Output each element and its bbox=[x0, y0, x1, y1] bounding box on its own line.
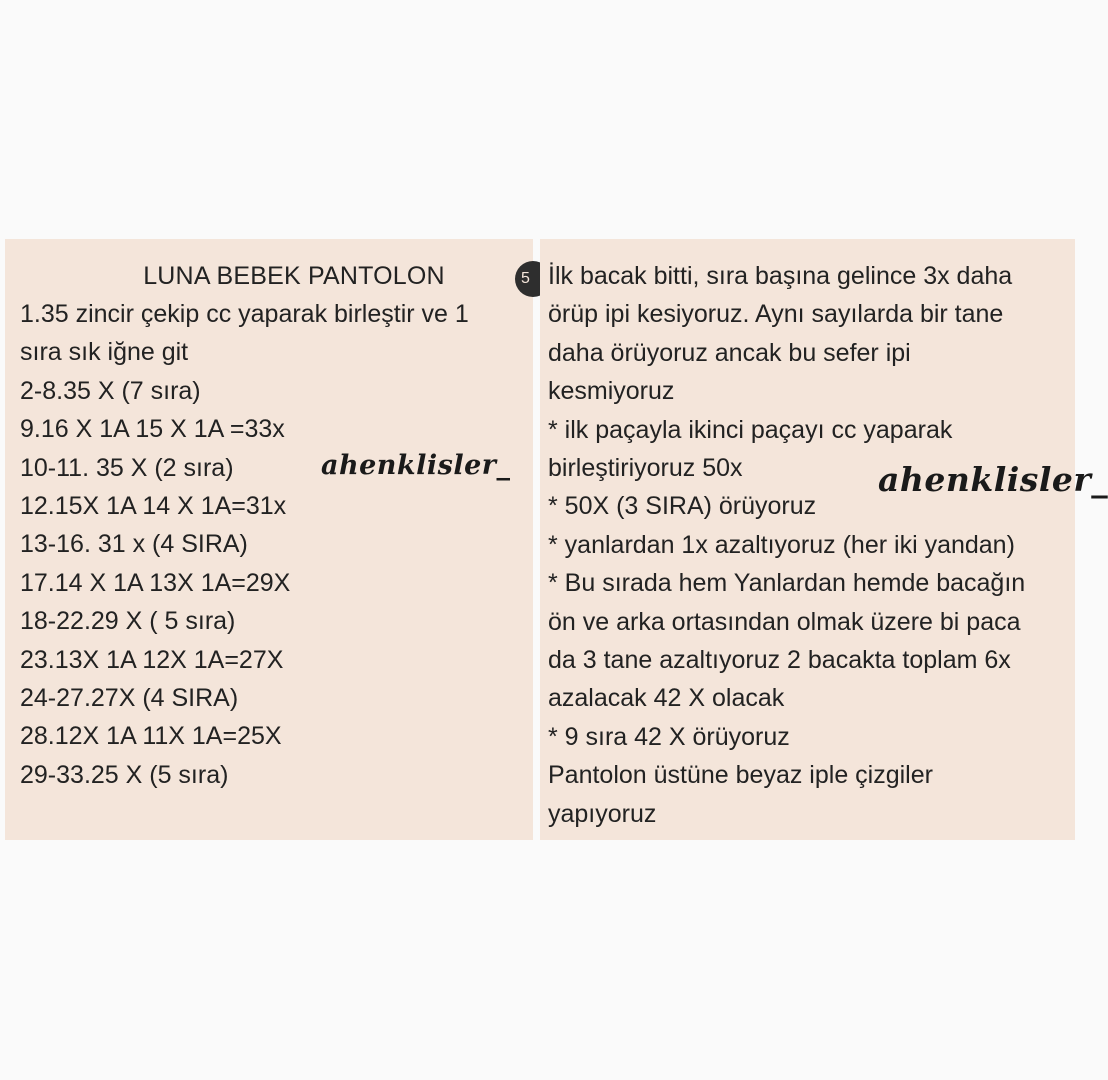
right-pattern-panel bbox=[540, 239, 1108, 840]
pattern-line: birleştiriyoruz 50x bbox=[548, 454, 743, 483]
pattern-line: İlk bacak bitti, sıra başına gelince 3x daha bbox=[548, 262, 1013, 290]
pattern-line: kesmiyoruz bbox=[548, 377, 675, 406]
pattern-line: 12.15X 1A 14 X 1A=31x bbox=[20, 492, 287, 521]
pattern-line: * Bu sırada hem Yanlardan hemde bacağın bbox=[548, 569, 1026, 598]
pattern-line: 23.13X 1A 12X 1A=27X bbox=[20, 645, 284, 674]
pattern-line: da 3 tane azaltıyoruz 2 bacakta toplam 6x bbox=[548, 646, 1011, 675]
pattern-line: 10-11. 35 X (2 sıra) bbox=[20, 453, 234, 482]
pattern-line: ön ve arka ortasından olmak üzere bi paca bbox=[548, 607, 1021, 636]
left-pattern-panel bbox=[5, 239, 533, 840]
pattern-line: daha örüyoruz ancak bu sefer ipi bbox=[548, 338, 911, 367]
watermark-left: ahenklisler_ bbox=[321, 450, 511, 481]
pattern-title: LUNA BEBEK PANTOLON bbox=[143, 262, 445, 290]
pattern-line: 17.14 X 1A 13X 1A=29X bbox=[20, 568, 291, 597]
pattern-line: azalacak 42 X olacak bbox=[548, 684, 785, 713]
pattern-line: * 50X (3 SIRA) örüyoruz bbox=[548, 492, 817, 521]
pattern-line: 2-8.35 X (7 sıra) bbox=[20, 376, 201, 405]
pattern-line: sıra sık iğne git bbox=[20, 338, 189, 367]
pattern-line: 1.35 zincir çekip cc yaparak birleştir ve 1 bbox=[20, 300, 469, 328]
watermark-right: ahenklisler_ bbox=[878, 460, 1108, 499]
pattern-line: 24-27.27X (4 SIRA) bbox=[20, 684, 239, 713]
pattern-line: 13-16. 31 x (4 SIRA) bbox=[20, 530, 248, 559]
left-pattern-lines bbox=[20, 295, 469, 794]
pattern-line: 29-33.25 X (5 sıra) bbox=[20, 760, 229, 789]
pattern-line: 28.12X 1A 11X 1A=25X bbox=[20, 722, 282, 751]
pattern-line: * 9 sıra 42 X örüyoruz bbox=[548, 722, 790, 751]
pattern-line: 18-22.29 X ( 5 sıra) bbox=[20, 607, 236, 636]
pattern-line: * yanlardan 1x azaltıyoruz (her iki yandan) bbox=[548, 530, 1015, 559]
pattern-line: * ilk paçayla ikinci paçayı cc yaparak bbox=[548, 415, 953, 444]
pattern-line: Pantolon üstüne beyaz iple çizgiler bbox=[548, 761, 933, 790]
page-number-badge: 5 bbox=[515, 261, 551, 297]
right-pattern-lines bbox=[548, 257, 1025, 833]
pattern-line: yapıyoruz bbox=[548, 799, 657, 828]
pattern-line: örüp ipi kesiyoruz. Aynı sayılarda bir tane bbox=[548, 300, 1004, 329]
pattern-line: 9.16 X 1A 15 X 1A =33x bbox=[20, 415, 285, 444]
